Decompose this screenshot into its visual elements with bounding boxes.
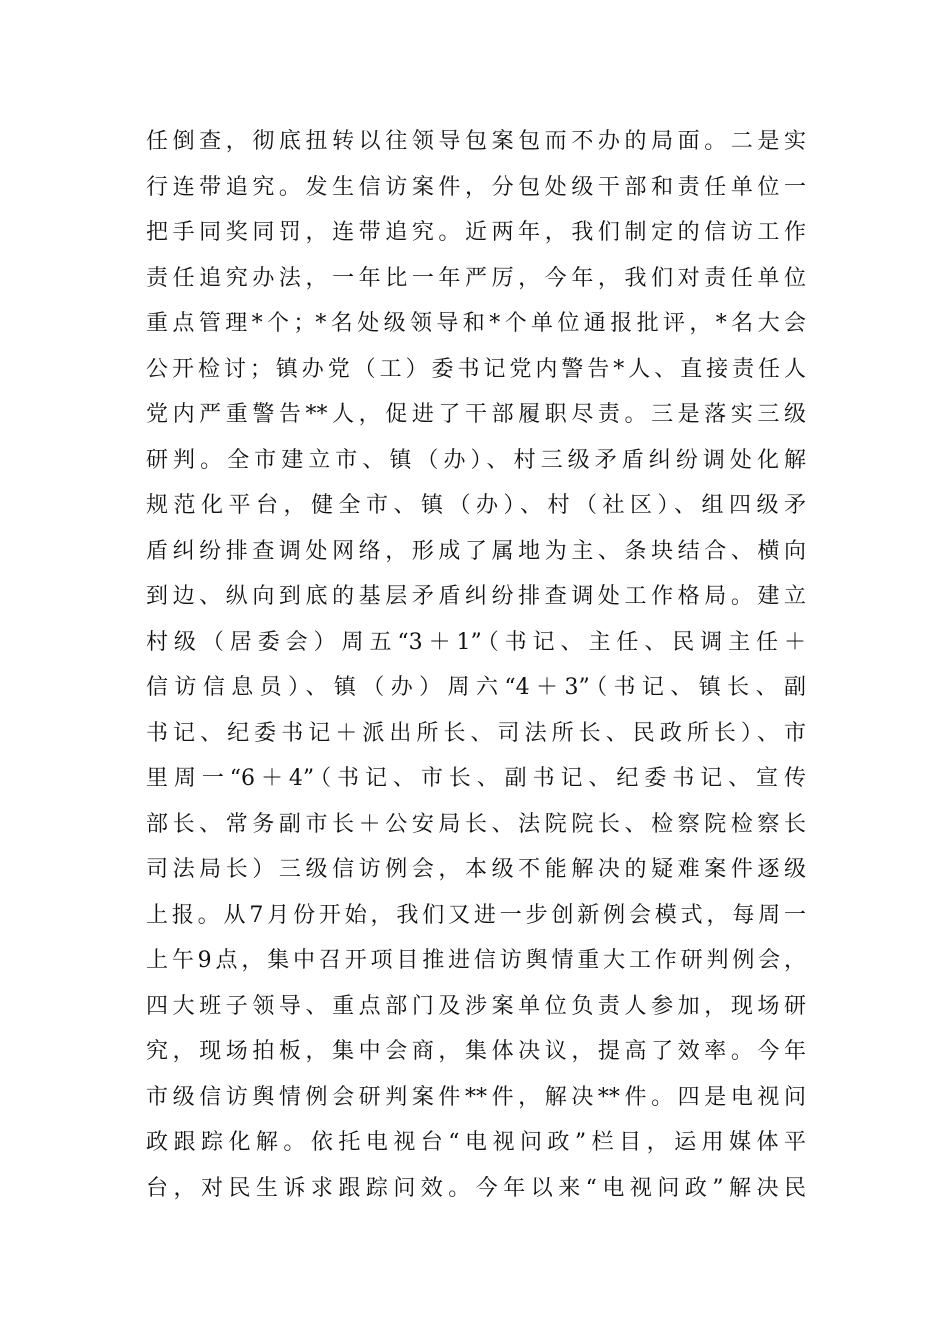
text-line-5: 重点管理*个；*名处级领导和*个单位通报批评，*名大会 xyxy=(146,311,806,336)
text-line-17: 司法局长）三级信访例会，本级不能解决的疑难案件逐级 xyxy=(146,857,806,882)
body-paragraph xyxy=(146,119,806,1211)
text-line-16: 部长、常务副市长＋公安局长、法院院长、检察院检察长 xyxy=(146,811,806,837)
text-line-6: 公开检讨；镇办党（工）委书记党内警告*人、直接责任人 xyxy=(146,356,806,382)
text-line-20: 四大班子领导、重点部门及涉案单位负责人参加，现场研 xyxy=(146,993,806,1019)
text-line-9: 规范化平台，健全市、镇（办）、村（社区）、组四级矛 xyxy=(146,493,806,518)
text-line-8: 研判。全市建立市、镇（办）、村三级矛盾纠纷调处化解 xyxy=(146,447,806,473)
text-line-21: 究，现场拍板，集中会商，集体决议，提高了效率。今年 xyxy=(146,1039,806,1064)
text-line-4: 责任追究办法，一年比一年严厉，今年，我们对责任单位 xyxy=(146,265,806,291)
text-line-14: 书记、纪委书记＋派出所长、司法所长、民政所长）、市 xyxy=(146,720,806,746)
text-line-10: 盾纠纷排查调处网络，形成了属地为主、条块结合、横向 xyxy=(146,538,806,564)
text-line-15: 里周一“6＋4”（书记、市长、副书记、纪委书记、宣传 xyxy=(146,766,806,791)
text-line-13: 信访信息员）、镇（办）周六“4＋3”（书记、镇长、副 xyxy=(146,675,806,700)
text-line-1: 任倒查，彻底扭转以往领导包案包而不办的局面。二是实 xyxy=(146,129,806,154)
text-line-22: 市级信访舆情例会研判案件**件，解决**件。四是电视问 xyxy=(146,1084,806,1110)
text-line-7: 党内严重警告**人，促进了干部履职尽责。三是落实三级 xyxy=(146,402,806,427)
text-line-2: 行连带追究。发生信访案件，分包处级干部和责任单位一 xyxy=(146,174,806,200)
text-line-3: 把手同奖同罚，连带追究。近两年，我们制定的信访工作 xyxy=(146,220,806,245)
text-line-24: 台，对民生诉求跟踪问效。今年以来“电视问政”解决民 xyxy=(146,1175,806,1201)
text-line-18: 上报。从7月份开始，我们又进一步创新例会模式，每周一 xyxy=(146,902,806,928)
text-line-12: 村级（居委会）周五“3＋1”（书记、主任、民调主任＋ xyxy=(146,629,806,655)
text-line-19: 上午9点，集中召开项目推进信访舆情重大工作研判例会， xyxy=(146,948,806,973)
text-line-11: 到边、纵向到底的基层矛盾纠纷排查调处工作格局。建立 xyxy=(146,584,806,609)
text-line-23: 政跟踪化解。依托电视台“电视问政”栏目，运用媒体平 xyxy=(146,1130,806,1155)
